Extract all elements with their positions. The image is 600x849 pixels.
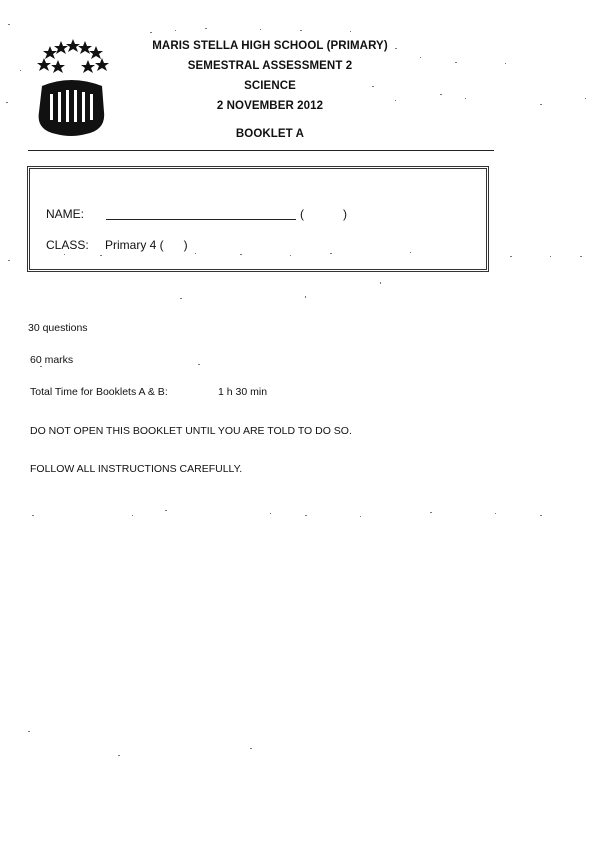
assessment-title: SEMESTRAL ASSESSMENT 2 — [187, 60, 353, 72]
total-time-label: Total Time for Booklets A & B: — [30, 386, 168, 398]
header-divider — [28, 150, 494, 151]
register-number-open-paren: ( — [300, 207, 304, 221]
total-marks: 60 marks — [30, 354, 74, 366]
exam-date: 2 NOVEMBER 2012 — [216, 100, 324, 112]
instruction-line: DO NOT OPEN THIS BOOKLET UNTIL YOU ARE TOLD TO DO SO. — [30, 425, 352, 437]
question-count: 30 questions — [28, 322, 88, 334]
instruction-line: FOLLOW ALL INSTRUCTIONS CAREFULLY. — [30, 463, 243, 475]
total-time-value: 1 h 30 min — [218, 386, 268, 398]
booklet-title: BOOKLET A — [235, 128, 305, 140]
school-crest-icon — [30, 38, 112, 138]
class-value: Primary 4 ( ) — [105, 238, 188, 252]
subject-title: SCIENCE — [244, 80, 296, 92]
name-blank-line — [106, 219, 296, 220]
register-number-close-paren: ) — [343, 207, 347, 221]
name-label: NAME: — [46, 207, 85, 221]
school-name: MARIS STELLA HIGH SCHOOL (PRIMARY) — [152, 40, 388, 52]
class-label: CLASS: — [46, 238, 89, 252]
